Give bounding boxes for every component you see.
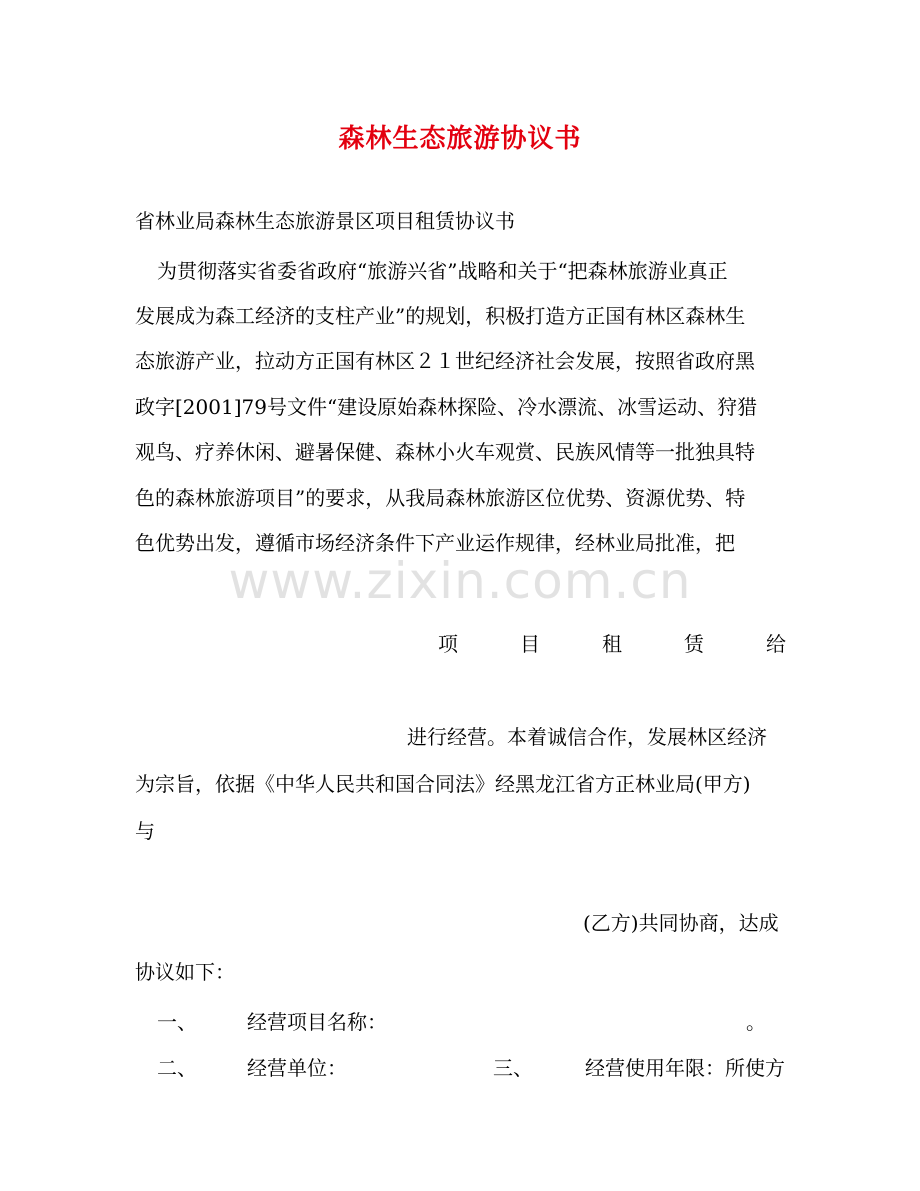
item-end-mark: 。 xyxy=(746,1010,766,1034)
item-number: 二、 xyxy=(157,1056,197,1080)
item-number: 三、 xyxy=(493,1056,533,1080)
item-number: 一、 xyxy=(157,1010,197,1034)
paragraph-line: 观鸟、疗养休闲、避暑保健、森林小火车观赏、民族风情等一批独具特 xyxy=(135,440,755,464)
watermark-text: www.zixin.com.cn xyxy=(228,552,692,610)
paragraph-line: 为贯彻落实省委省政府“旅游兴省”战略和关于“把森林旅游业真正 xyxy=(157,259,728,283)
paragraph-line: 色的森林旅游项目”的要求，从我局森林旅游区位优势、资源优势、特 xyxy=(135,486,746,510)
paragraph-line: 协议如下： xyxy=(135,960,235,984)
paragraph-line: 态旅游产业，拉动方正国有林区２１世纪经济社会发展，按照省政府黑 xyxy=(135,349,755,373)
document-title: 森林生态旅游协议书 xyxy=(338,124,582,154)
spread-char: 赁 xyxy=(684,632,704,656)
paragraph-line: 政字[2001]79号文件“建设原始森林探险、冷水漂流、冰雪运动、狩猎 xyxy=(135,395,758,419)
item-label: 经营使用年限：所使方 xyxy=(585,1056,785,1080)
spread-char: 项 xyxy=(438,632,458,656)
paragraph-line: 与 xyxy=(135,819,155,843)
item-label: 经营单位： xyxy=(247,1056,347,1080)
paragraph-line: 发展成为森工经济的支柱产业”的规划，积极打造方正国有林区森林生 xyxy=(135,304,746,328)
paragraph-line: 为宗旨，依据《中华人民共和国合同法》经黑龙江省方正林业局(甲方) xyxy=(135,772,751,796)
spread-char: 目 xyxy=(520,632,540,656)
document-subtitle: 省林业局森林生态旅游景区项目租赁协议书 xyxy=(135,209,515,233)
spread-char: 租 xyxy=(602,632,622,656)
spread-char: 给 xyxy=(766,632,786,656)
paragraph-line: (乙方)共同协商，达成 xyxy=(583,911,779,935)
paragraph-line: 进行经营。本着诚信合作，发展林区经济 xyxy=(407,725,767,749)
item-label: 经营项目名称： xyxy=(247,1010,387,1034)
paragraph-line: 色优势出发，遵循市场经济条件下产业运作规律，经林业局批准，把 xyxy=(135,531,735,555)
